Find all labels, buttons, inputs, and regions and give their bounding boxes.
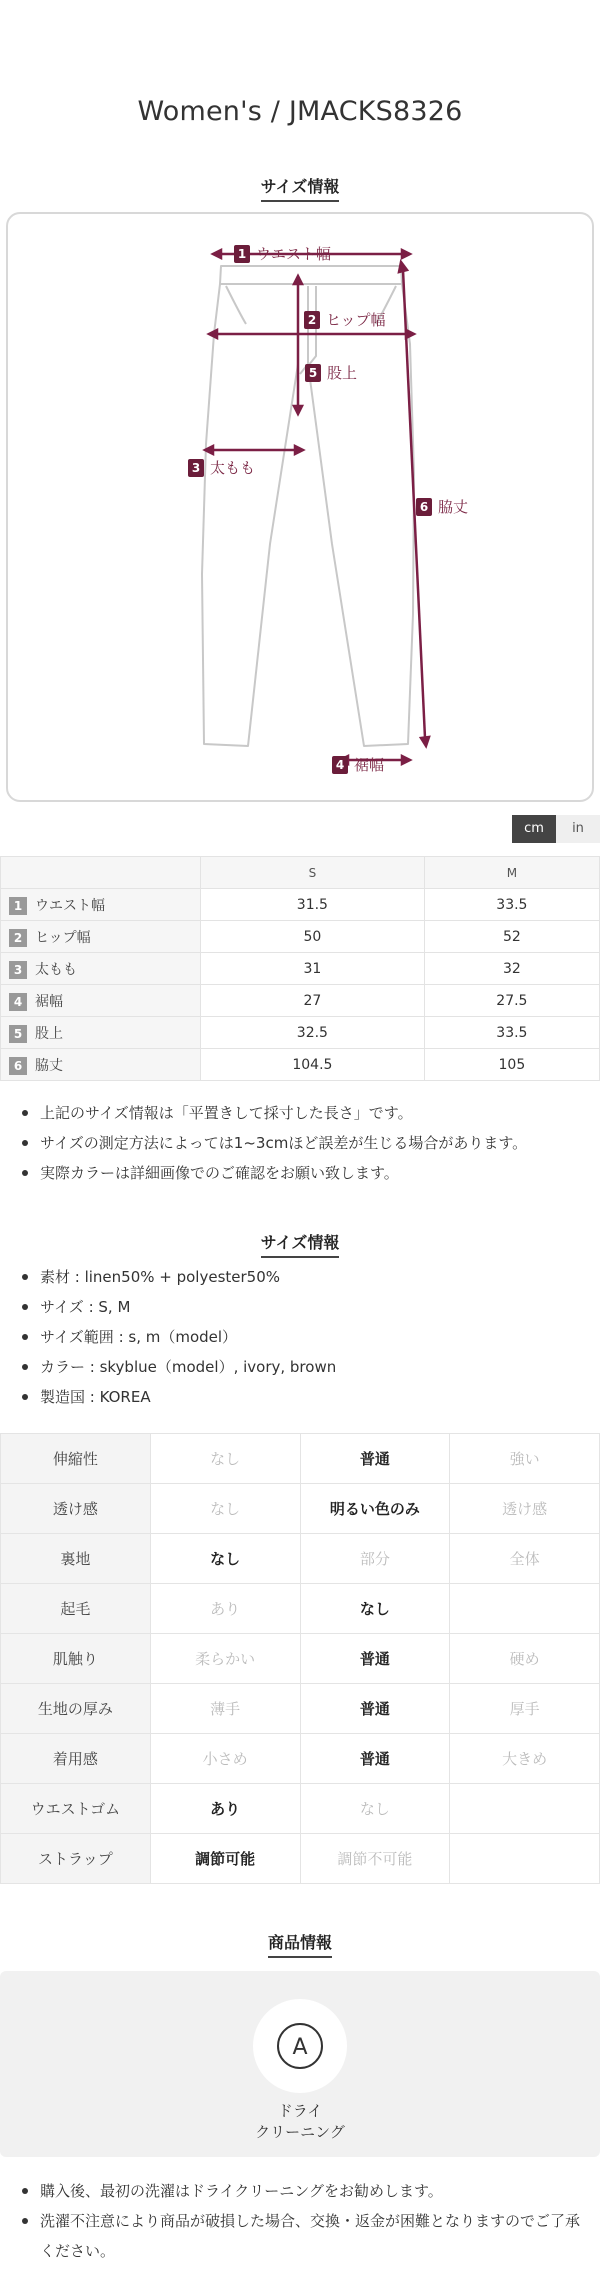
table-row (1, 1684, 600, 1734)
table-row (1, 1634, 600, 1684)
table-row (1, 889, 600, 921)
fabric-option: あり (150, 1584, 300, 1634)
diagram-label-side-length: 6 脇丈 (416, 496, 468, 517)
list-item: サイズ範囲 : s, m（model） (20, 1322, 590, 1352)
fabric-attribute-label: 着用感 (1, 1734, 151, 1784)
table-cell: 33.5 (424, 889, 599, 921)
table-row (1, 985, 600, 1017)
row-label: 3 太もも (1, 953, 201, 985)
fabric-attribute-label: 起毛 (1, 1584, 151, 1634)
table-row (1, 1834, 600, 1884)
diagram-label-thigh: 3 太もも (188, 457, 255, 478)
diagram-label-hip: 2 ヒップ幅 (304, 309, 386, 330)
list-item: 実際カラーは詳細画像でのご確認をお願い致します。 (20, 1158, 590, 1188)
fabric-option: 部分 (300, 1534, 450, 1584)
table-cell: 52 (424, 921, 599, 953)
fabric-option: 厚手 (450, 1684, 600, 1734)
fabric-option: 調節不可能 (300, 1834, 450, 1884)
fabric-option: 普通 (300, 1684, 450, 1734)
fabric-attributes-table (0, 1433, 600, 1884)
size-diagram (6, 212, 594, 802)
table-row (1, 1584, 600, 1634)
fabric-option: 透け感 (450, 1484, 600, 1534)
table-row (1, 1534, 600, 1584)
list-item: サイズの測定方法によっては1~3cmほど誤差が生じる場合があります。 (20, 1128, 590, 1158)
row-label: 4 裾幅 (1, 985, 201, 1017)
list-item: 洗濯不注意により商品が破損した場合、交換・返金が困難となりますのでご了承ください。 (20, 2206, 590, 2266)
diagram-label-waist: 1 ウエスト幅 (234, 243, 331, 264)
unit-in-button[interactable]: in (556, 815, 600, 843)
fabric-option (450, 1584, 600, 1634)
size-notes (20, 1098, 590, 1188)
fabric-option: なし (300, 1584, 450, 1634)
fabric-attribute-label: 透け感 (1, 1484, 151, 1534)
fabric-option: なし (300, 1784, 450, 1834)
fabric-attribute-label: 肌触り (1, 1634, 151, 1684)
fabric-option (450, 1784, 600, 1834)
product-title: Women's / JMACKS8326 (137, 96, 463, 127)
row-label: 6 脇丈 (1, 1049, 201, 1081)
fabric-option: 全体 (450, 1534, 600, 1584)
table-row (1, 921, 600, 953)
table-cell: 104.5 (201, 1049, 425, 1081)
size-column-s: S (201, 857, 425, 889)
fabric-option: なし (150, 1484, 300, 1534)
care-icon-circle (253, 1999, 347, 2093)
table-row (1, 1784, 600, 1834)
fabric-attribute-label: ウエストゴム (1, 1784, 151, 1834)
fabric-option: 硬め (450, 1634, 600, 1684)
diagram-label-rise: 5 股上 (305, 362, 357, 383)
table-cell: 27.5 (424, 985, 599, 1017)
fabric-option: 柔らかい (150, 1634, 300, 1684)
care-label: ドライ クリーニング (255, 2102, 345, 2141)
size-table-header (1, 857, 600, 889)
table-row (1, 1484, 600, 1534)
row-label: 5 股上 (1, 1017, 201, 1049)
spec-list (20, 1262, 590, 1412)
table-row (1, 1734, 600, 1784)
fabric-option: 普通 (300, 1634, 450, 1684)
table-row (1, 1049, 600, 1081)
list-item: カラー : skyblue（model）, ivory, brown (20, 1352, 590, 1382)
row-label: 1 ウエスト幅 (1, 889, 201, 921)
table-cell: 31 (201, 953, 425, 985)
list-item: 上記のサイズ情報は「平置きして採寸した長さ」です。 (20, 1098, 590, 1128)
fabric-option: 大きめ (450, 1734, 600, 1784)
fabric-option: なし (150, 1534, 300, 1584)
size-table (0, 856, 600, 1081)
fabric-option: あり (150, 1784, 300, 1834)
dry-clean-letter: A (292, 2035, 308, 2060)
fabric-attribute-label: 生地の厚み (1, 1684, 151, 1734)
list-item: サイズ : S, M (20, 1292, 590, 1322)
fabric-attribute-label: 裏地 (1, 1534, 151, 1584)
fabric-option: なし (150, 1434, 300, 1484)
pants-illustration (8, 214, 596, 804)
fabric-option: 強い (450, 1434, 600, 1484)
dry-clean-icon (272, 2018, 328, 2074)
table-row (1, 1017, 600, 1049)
fabric-option: 普通 (300, 1734, 450, 1784)
diagram-label-hem: 4 裾幅 (332, 754, 384, 775)
size-column-m: M (424, 857, 599, 889)
table-cell: 33.5 (424, 1017, 599, 1049)
unit-toggle (512, 815, 600, 843)
table-cell: 50 (201, 921, 425, 953)
table-cell: 27 (201, 985, 425, 1017)
product-info-heading: 商品情報 (0, 1930, 600, 1958)
table-cell: 31.5 (201, 889, 425, 921)
list-item: 素材 : linen50% + polyester50% (20, 1262, 590, 1292)
list-item: 購入後、最初の洗濯はドライクリーニングをお勧めします。 (20, 2176, 590, 2206)
fabric-option: 普通 (300, 1434, 450, 1484)
table-cell: 32 (424, 953, 599, 985)
fabric-option: 調節可能 (150, 1834, 300, 1884)
fabric-option: 小さめ (150, 1734, 300, 1784)
size-table-corner (1, 857, 201, 889)
table-row (1, 1434, 600, 1484)
table-row (1, 953, 600, 985)
fabric-attribute-label: 伸縮性 (1, 1434, 151, 1484)
table-cell: 105 (424, 1049, 599, 1081)
row-label: 2 ヒップ幅 (1, 921, 201, 953)
table-cell: 32.5 (201, 1017, 425, 1049)
care-instructions-box (0, 1971, 600, 2157)
fabric-option (450, 1834, 600, 1884)
fabric-option: 明るい色のみ (300, 1484, 450, 1534)
spec-heading: サイズ情報 (0, 1230, 600, 1258)
size-info-heading: サイズ情報 (0, 174, 600, 202)
care-notes (20, 2176, 590, 2266)
fabric-option: 薄手 (150, 1684, 300, 1734)
unit-cm-button[interactable]: cm (512, 815, 556, 843)
list-item: 製造国 : KOREA (20, 1382, 590, 1412)
fabric-attribute-label: ストラップ (1, 1834, 151, 1884)
